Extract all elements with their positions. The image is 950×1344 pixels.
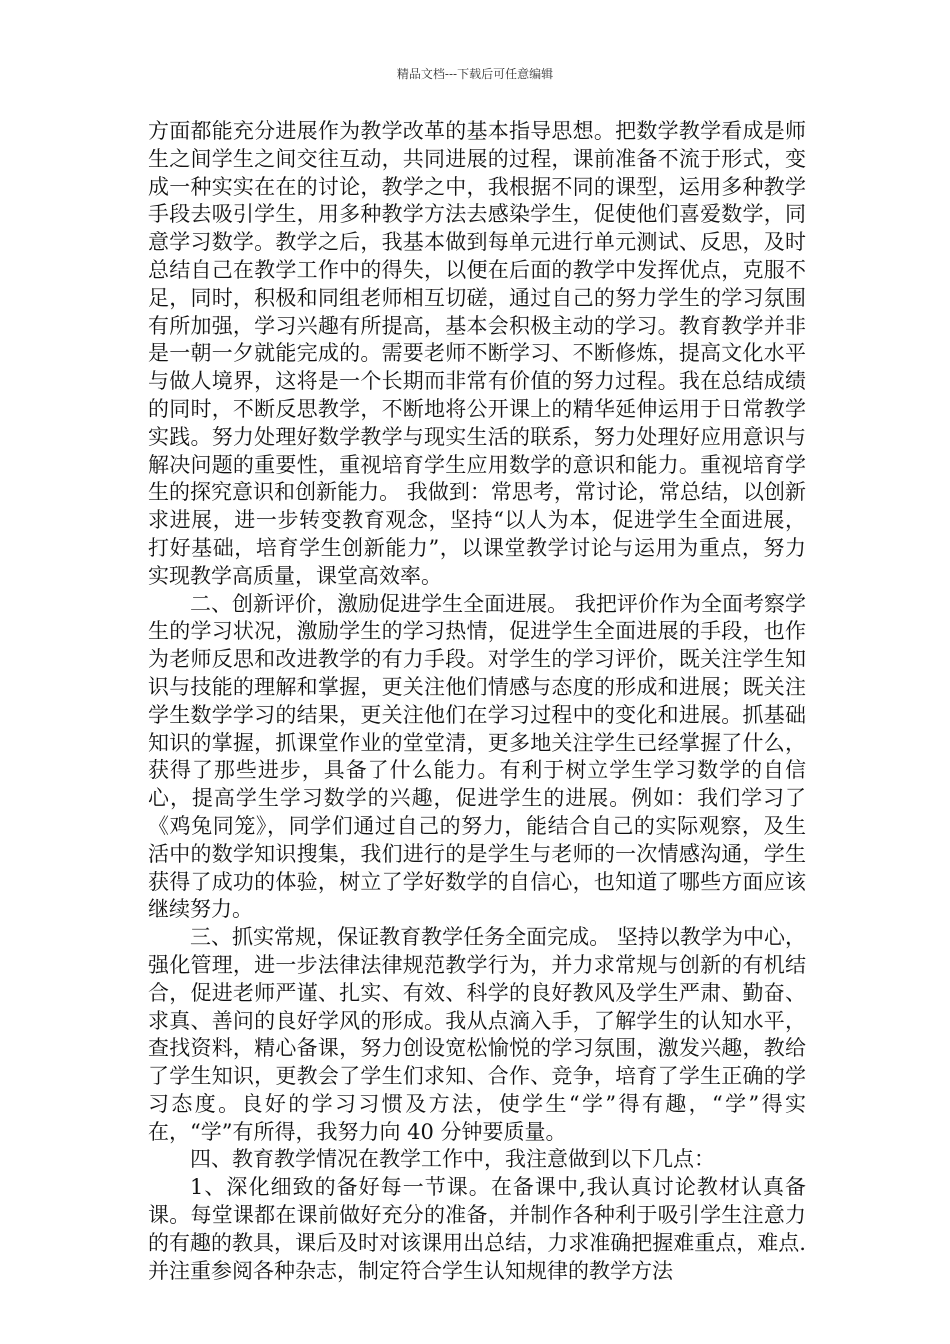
paragraph-2: 二、创新评价，激励促进学生全面进展。 我把评价作为全面考察学生的学习状况，激励学生的学习热情，促进学生全面进展的手段，也作为老师反思和改进教学的有力手段。对学生的学习评价，既关注学生知识与技能的理解和掌握，更关注他们情感与态度的形成和进展；既关注学生数学学习的结果，更关注他们在学习过程中的变化和进展。抓基础知识的掌握，抓课堂作业的堂堂清，更多地关注学生已经掌握了什么，获得了那些进步，具备了什么能力。有利于树立学生学习数学的自信心，提高学生学习数学的兴趣，促进学生的进展。例如：我们学习了《鸡兔同笼》，同学们通过自己的努力，能结合自己的实际观察，及生活中的数学知识搜集，我们进行的是学生与老师的一次情感沟通，学生获得了成功的体验，树立了学好数学的自信心，也知道了哪些方面应该继续努力。 bbox=[148, 591, 806, 922]
paragraph-1: 方面都能充分进展作为教学改革的基本指导思想。把数学教学看成是师生之间学生之间交往互动，共同进展的过程，课前准备不流于形式，变成一种实实在在的讨论，教学之中，我根据不同的课型，运用多种教学手段去吸引学生，用多种教学方法去感染学生，促使他们喜爱数学，同意学习数学。教学之后，我基本做到每单元进行单元测试、反思，及时总结自己在教学工作中的得失，以便在后面的教学中发挥优点，克服不足，同时，积极和同组老师相互切磋，通过自己的努力学生的学习氛围有所加强，学习兴趣有所提高，基本会积极主动的学习。教育教学并非是一朝一夕就能完成的。需要老师不断学习、不断修炼，提高文化水平与做人境界，这将是一个长期而非常有价值的努力过程。我在总结成绩的同时，不断反思教学，不断地将公开课上的精华延伸运用于日常教学实践。努力处理好数学教学与现实生活的联系，努力处理好应用意识与解决问题的重要性，重视培育学生应用数学的意识和能力。重视培育学生的探究意识和创新能力。 我做到：常思考，常讨论，常总结，以创新求进展，进一步转变教育观念，坚持“以人为本，促进学生全面进展，打好基础，培育学生创新能力”，以课堂教学讨论与运用为重点，努力实现教学高质量，课堂高效率。 bbox=[148, 119, 806, 588]
paragraph-3: 三、抓实常规，保证教育教学任务全面完成。 坚持以教学为中心，强化管理，进一步法律法律规范教学行为，并力求常规与创新的有机结合，促进老师严谨、扎实、有效、科学的良好教风及学生严肃、勤奋、求真、善问的良好学风的形成。我从点滴入手，了解学生的认知水平，查找资料，精心备课，努力创设宽松愉悦的学习氛围，激发兴趣，教给了学生知识，更教会了学生们求知、合作、竞争，培育了学生正确的学习态度。良好的学习习惯及方法，使学生“学”得有趣，“学”得实在，“学”有所得，我努力向 40 分钟要质量。 bbox=[148, 925, 806, 1144]
page-header: 精品文档---下载后可任意编辑 bbox=[396, 67, 554, 81]
paragraph-4: 四、教育教学情况在教学工作中，我注意做到以下几点： bbox=[190, 1147, 715, 1172]
paragraph-5: 1、深化细致的备好每一节课。在备课中,我认真讨论教材认真备课。每堂课都在课前做好充分的准备，并制作各种利于吸引学生注意力的有趣的教具，课后及时对该课用出总结，力求准确把握难重点，难点.并注重参阅各种杂志，制定符合学生认知规律的教学方法 bbox=[148, 1175, 806, 1283]
document-body bbox=[148, 118, 806, 1285]
